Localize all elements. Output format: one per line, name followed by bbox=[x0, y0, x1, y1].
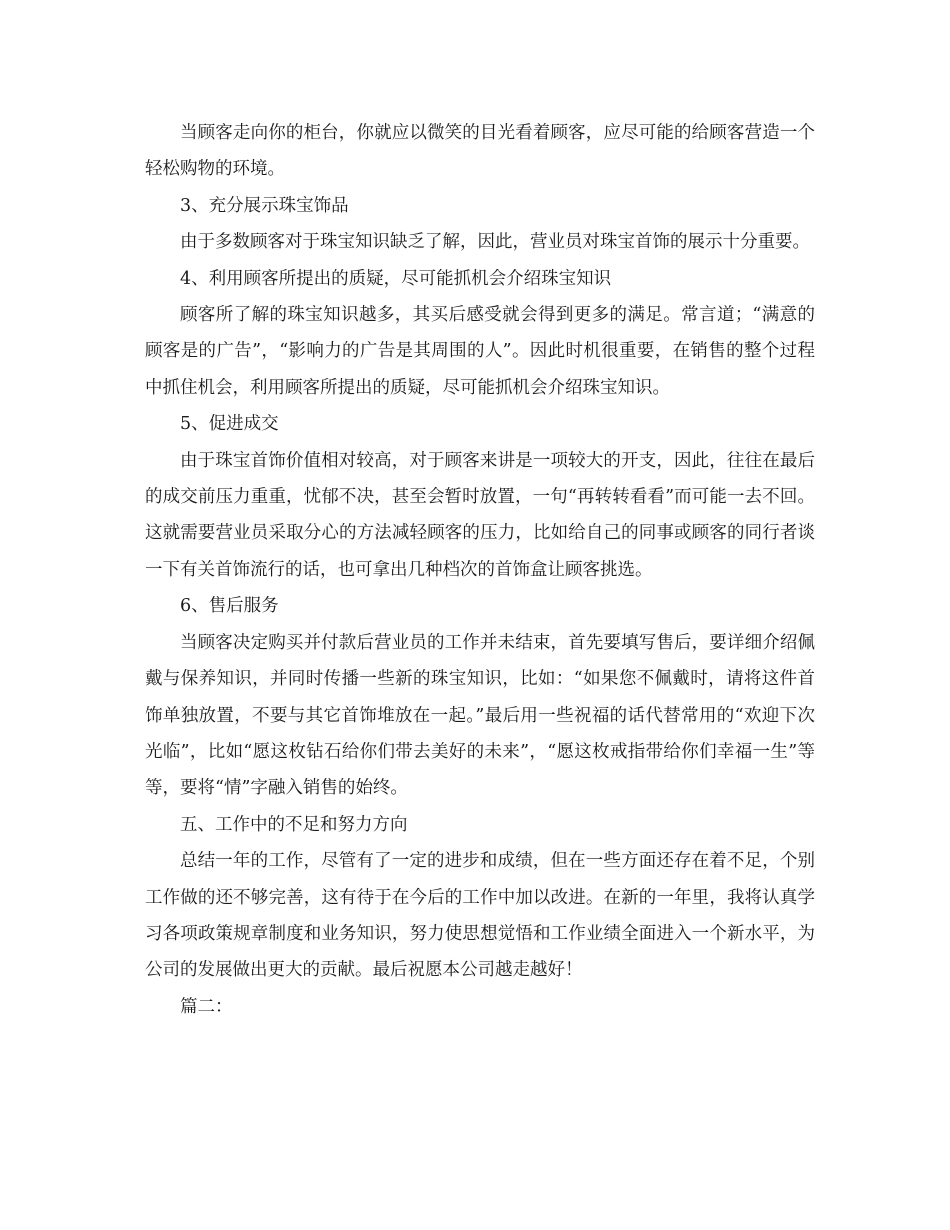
heading-part-two: 篇二： bbox=[180, 996, 233, 1017]
paragraph-close-deal: 由于珠宝首饰价值相对较高，对于顾客来讲是一项较大的开支，因此，往往在最后的成交前压力重重，忧郁不决，甚至会暂时放置，一句“再转转看看”而可能一去不回。这就需要营业员采取分心的方法减轻顾客的压力，比如给自己的同事或顾客的同行者谈一下有关首饰流行的话，也可拿出几种档次的首饰盒让顾客挑选。 bbox=[145, 450, 815, 580]
document-body bbox=[145, 115, 815, 1025]
heading-display-jewelry: 3、充分展示珠宝饰品 bbox=[180, 195, 349, 216]
paragraph-after-sales: 当顾客决定购买并付款后营业员的工作并未结束，首先要填写售后，要详细介绍佩戴与保养知识，并同时传播一些新的珠宝知识，比如：“如果您不佩戴时，请将这件首饰单独放置，不要与其它首饰堆放在一起。”最后用一些祝福的话代替常用的“欢迎下次光临”，比如“愿这枚钻石给你们带去美好的未来”，“愿这枚戒指带给你们幸福一生”等等，要将“情”字融入销售的始终。 bbox=[145, 632, 815, 799]
heading-after-sales: 6、售后服务 bbox=[180, 596, 279, 617]
paragraph-shortcomings: 总结一年的工作，尽管有了一定的进步和成绩，但在一些方面还存在着不足，个别工作做的还不够完善，这有待于在今后的工作中加以改进。在新的一年里，我将认真学习各项政策规章制度和业务知识，努力使思想觉悟和工作业绩全面进入一个新水平，为公司的发展做出更大的贡献。最后祝愿本公司越走越好！ bbox=[145, 851, 815, 981]
heading-introduce-knowledge: 4、利用顾客所提出的质疑，尽可能抓机会介绍珠宝知识 bbox=[180, 268, 612, 289]
paragraph-introduce-knowledge: 顾客所了解的珠宝知识越多，其买后感受就会得到更多的满足。常言道；“满意的顾客是的广告”，“影响力的广告是其周围的人”。因此时机很重要，在销售的整个过程中抓住机会，利用顾客所提出的质疑，尽可能抓机会介绍珠宝知识。 bbox=[145, 305, 815, 398]
heading-close-deal: 5、促进成交 bbox=[180, 414, 279, 435]
heading-shortcomings: 五、工作中的不足和努力方向 bbox=[180, 814, 408, 835]
paragraph-display-jewelry: 由于多数顾客对于珠宝知识缺乏了解，因此，营业员对珠宝首饰的展示十分重要。 bbox=[180, 232, 810, 253]
paragraph-greeting-customer: 当顾客走向你的柜台，你就应以微笑的目光看着顾客，应尽可能的给顾客营造一个轻松购物的环境。 bbox=[145, 123, 815, 180]
